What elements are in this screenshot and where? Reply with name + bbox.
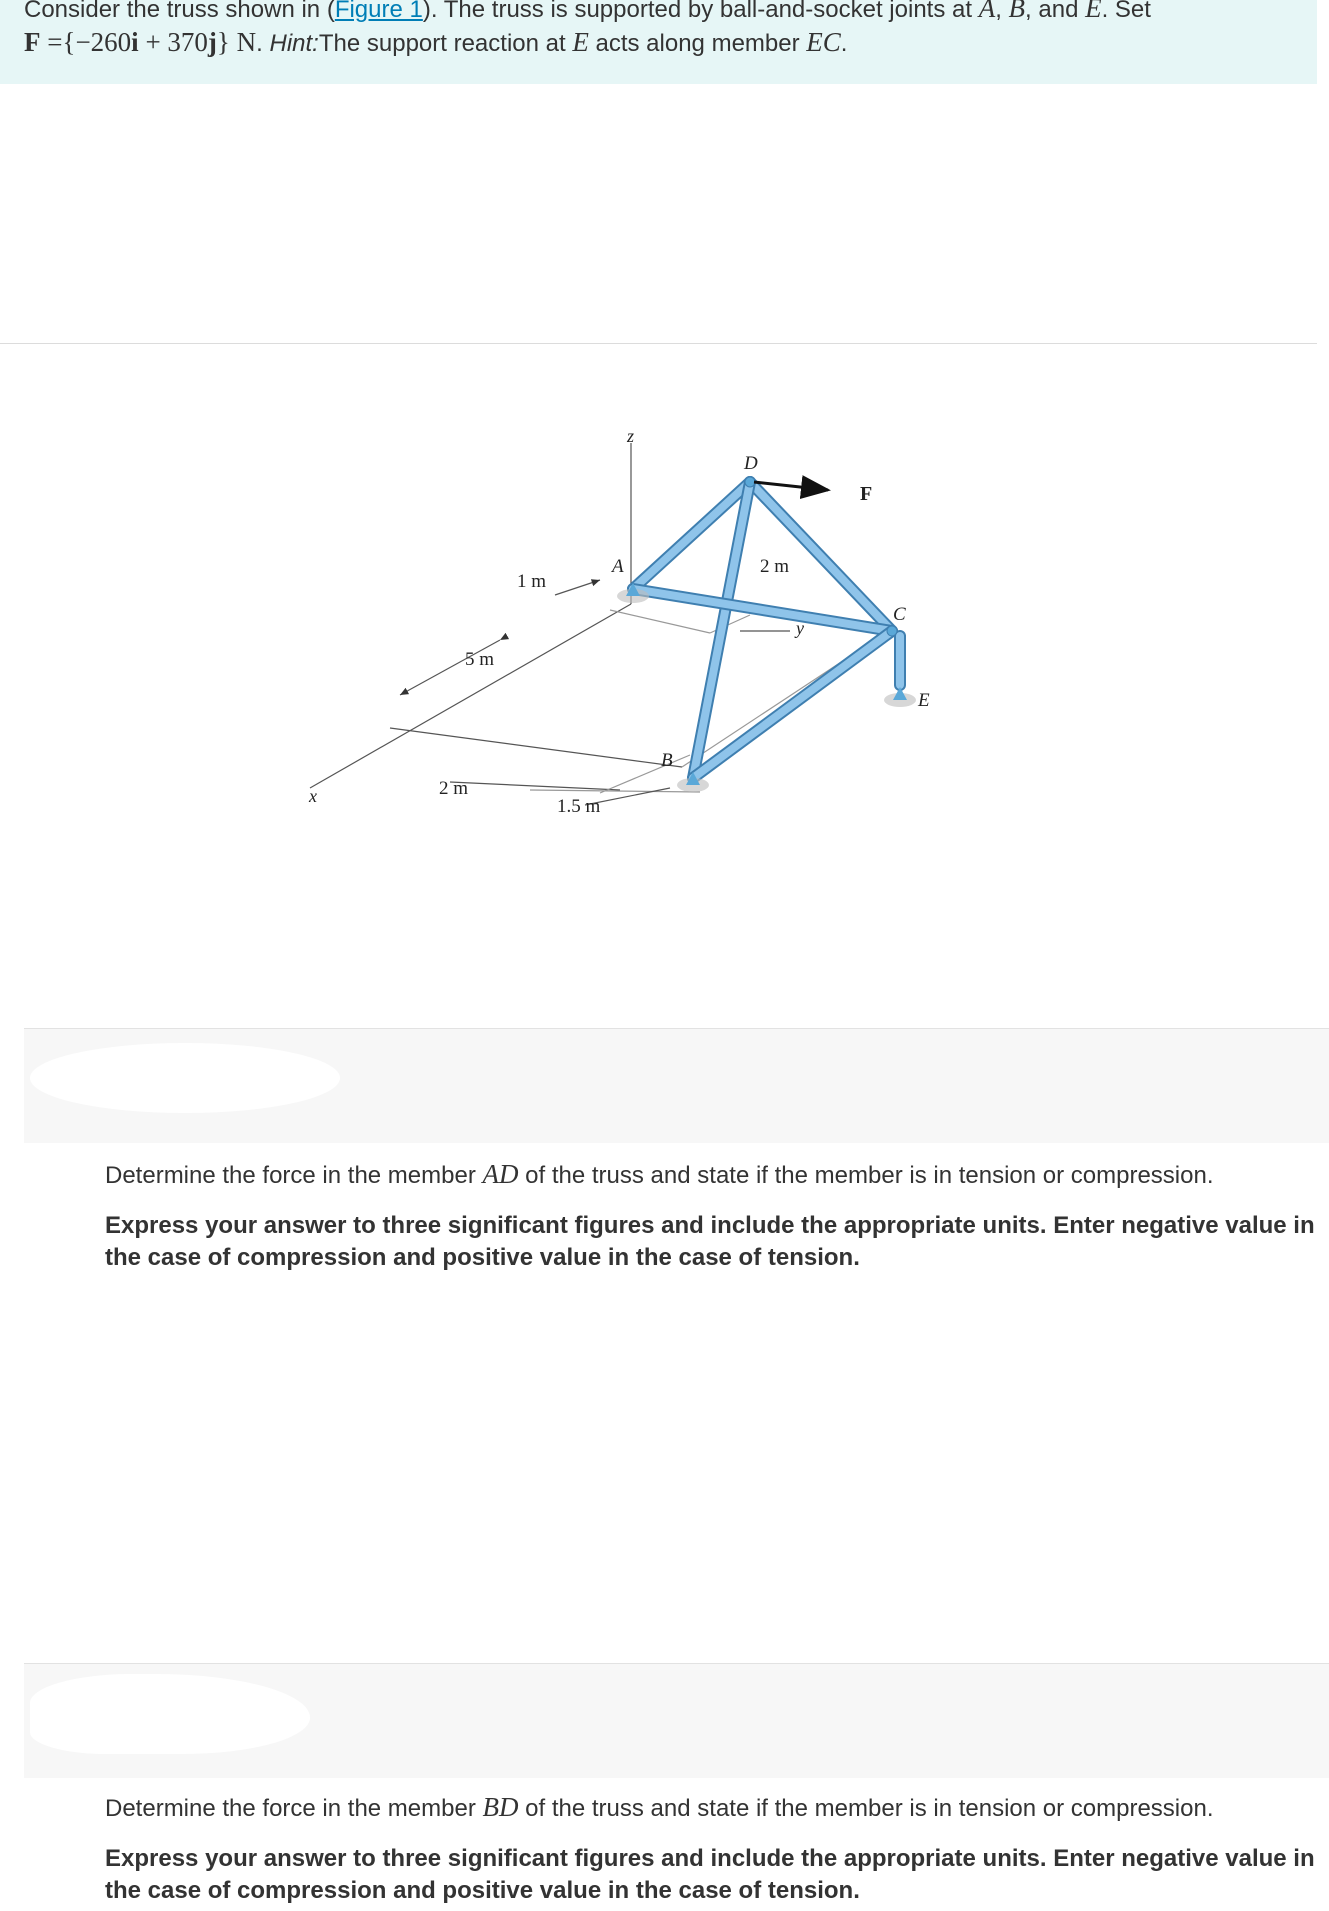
dim-line-1m	[555, 580, 600, 595]
header-placeholder	[30, 1674, 310, 1754]
joint-b-symbol: B	[1008, 0, 1026, 23]
construction-line	[600, 755, 690, 793]
x-axis-label: x	[309, 786, 317, 806]
part-a-prompt	[105, 1158, 1320, 1192]
axes	[310, 443, 873, 805]
prompt-text: Determine the force in the member	[105, 1162, 483, 1189]
part-a-question	[105, 1158, 1320, 1274]
dim-1-5m-label: 1.5 m	[557, 796, 601, 817]
force-symbol: F	[24, 27, 41, 57]
y-axis-label: y	[796, 618, 804, 638]
section-divider	[0, 343, 1317, 344]
joint-e-label: E	[918, 690, 930, 711]
hint-text: The support reaction at	[318, 30, 573, 57]
figure-1-link[interactable]: Figure 1	[334, 0, 423, 23]
separator: ,	[995, 0, 1009, 23]
truss-figure[interactable]	[309, 420, 990, 840]
prompt-text: of the truss and state if the member is in tension or compression.	[518, 1162, 1214, 1189]
force-j-value: 370	[167, 27, 208, 57]
joint-b-label: B	[661, 750, 673, 771]
x-axis	[310, 604, 631, 788]
prompt-text: Determine the force in the member	[105, 1795, 483, 1822]
hint-text: .	[840, 30, 848, 57]
joint-e-symbol: E	[1085, 0, 1102, 23]
supports	[617, 477, 916, 792]
part-a-instructions: Express your answer to three significant figures and include the appropriate units. Enter negative value in the case of compression and positive value in the case of tension.	[105, 1212, 1315, 1271]
force-f-arrow	[754, 482, 828, 490]
joint-c-node	[887, 626, 897, 636]
force-f-label: F	[860, 483, 873, 505]
construction-line	[390, 728, 682, 767]
part-b-header[interactable]	[24, 1663, 1329, 1778]
member-bd-symbol: BD	[482, 1792, 519, 1822]
hint-member-ec: EC	[806, 27, 841, 57]
problem-line-2	[24, 26, 1293, 60]
force-close-brace: }	[216, 27, 230, 57]
prompt-text: of the truss and state if the member is in tension or compression.	[518, 1795, 1214, 1822]
truss-diagram	[309, 420, 990, 840]
plus-sign: +	[138, 27, 168, 57]
part-a-header[interactable]	[24, 1028, 1329, 1143]
force-equals: ={	[40, 27, 76, 57]
part-b-instructions: Express your answer to three significant figures and include the appropriate units. Enter negative value in the case of compression and positive value in the case of tension.	[105, 1845, 1315, 1904]
problem-text: . Set	[1101, 0, 1151, 23]
hint-label: Hint:	[269, 30, 319, 57]
separator: , and	[1025, 0, 1086, 23]
joint-a-symbol: A	[978, 0, 996, 23]
hint-joint-e: E	[572, 27, 589, 57]
dim-2m-bottom-label: 2 m	[439, 778, 469, 799]
joint-d-node	[745, 477, 755, 487]
truss-members	[633, 482, 900, 778]
joint-a-label: A	[612, 556, 624, 577]
problem-text: Consider the truss shown in (	[24, 0, 335, 23]
dim-5m-label: 5 m	[465, 649, 495, 670]
problem-statement	[0, 0, 1317, 84]
force-i-value: −260	[75, 27, 132, 57]
problem-line-1	[24, 0, 1293, 26]
newton-unit: N	[229, 27, 257, 57]
joint-c-label: C	[893, 604, 906, 625]
dim-1m-label: 1 m	[517, 571, 547, 592]
dim-line-2m	[450, 782, 620, 790]
hint-text: acts along member	[588, 30, 807, 57]
unit-vector-i: i	[131, 27, 139, 57]
z-axis-label: z	[627, 426, 635, 446]
header-placeholder	[30, 1043, 340, 1113]
part-b-prompt	[105, 1791, 1320, 1825]
construction-line	[610, 610, 710, 633]
dim-2m-top-label: 2 m	[760, 556, 790, 577]
period: .	[256, 30, 270, 57]
unit-vector-j: j	[207, 27, 217, 57]
part-b-question	[105, 1791, 1320, 1907]
problem-text: ). The truss is supported by ball-and-socket joints at	[422, 0, 979, 23]
member-ad-symbol: AD	[482, 1159, 519, 1189]
joint-d-label: D	[744, 453, 758, 474]
